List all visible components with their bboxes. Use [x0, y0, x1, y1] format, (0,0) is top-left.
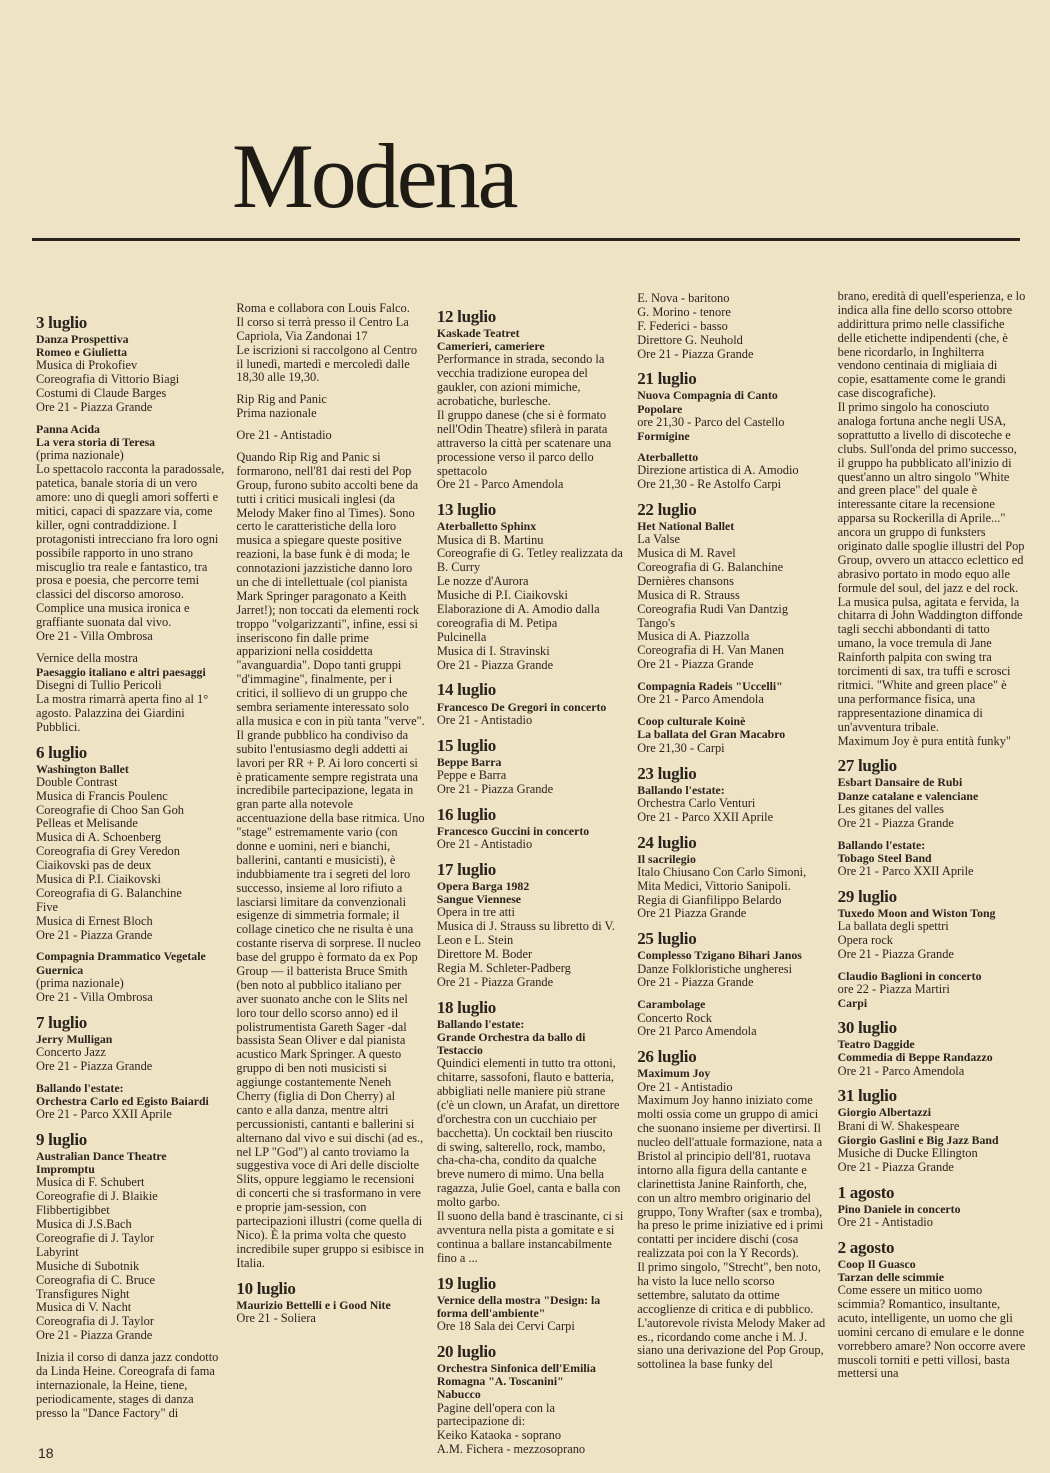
event-heading: Paesaggio italiano e altri paesaggi [36, 664, 206, 679]
event-text: Musica di A. Schoenberg [36, 830, 162, 845]
event-text: Ore 21 - Parco XXII Aprile [637, 809, 774, 824]
event-text: Le nozze d'Aurora [436, 574, 529, 589]
event-text: Musica di J.S.Bach [36, 1217, 132, 1232]
event-text: Coreografie di J. Blaikie [36, 1189, 158, 1204]
event-text: Ore 21 - Parco Amendola [637, 692, 764, 707]
event-text: Quando Rip Rig and Panic si formarono, nell'81 dai resti del Pop Group, furono subito accolti bene da tutti i critici musicali inglesi (da Melody Maker fino al Times). Sono certo le caratteristiche della loro musica a spiegare queste positive reazioni, la base funk è di moda; le connotazioni jazzistiche danno loro un che di intellettuale (col pianista Mark Springer paragonato a Keith Jarret!); non toccati da elementi rock troppo "volgarizzanti", infine, essi si inseriscono fin dalle prime apparizioni nella cosiddetta "avanguardia". Dopo tanti gruppi "d'immagine", finalmente, per i critici, il sollievo di un gruppo che sembra seriamente interessato solo alla musica e con in più tanta "verve". Il grande pubblico ha condiviso da subito l'entusiasmo degli addetti ai lavori per RR + P. Ai loro concerti si è praticamente sempre registrata una incredibile partecipazione, legata in gran parte alla notevole accentuazione della base ritmica. Uno "stage" estremamente vario (con donne e uomini, neri e bianchi, ballerini, cantanti e musicisti), è indubbiamente tra i segreti del loro successo, insieme al loro rifiuto a lasciarsi limitare da convenzionali esigenze di simmetria formale; il collage cinetico che ne risulta è una costante riserva di sorprese. Il nucleo base del gruppo è formato da ex Pop Group — il batterista Bruce Smith (ben noto al pubblico italiano per aver suonato anche con le Slits nel loro tour dello scorso anno) ed il polistrumentista Gareth Sager -dal bassista Sean Oliver e dal pianista acustico Mark Springer. A questo gruppo di ben noti musicisti si aggiunge costantemente Neneh Cherry (figlia di Don Cherry) al canto e alla danza, mentre altri percussionisti, cantanti e ballerini si alternano dal vivo e sui dischi (ad es., nel LP "God") al canto troviamo la suggestiva voce di Ari delle disciolte Slits, oppure leggiamo le recensioni di concerti che si trasformano in vere e proprie jam-session, con partecipazioni illustri (come quella di Nico). È la prima volta che questo incredibile super gruppo si esibisce in Italia. [236, 450, 425, 1270]
event-heading: Nuova Compagnia di Canto Popolare [637, 388, 778, 416]
event-heading: Nabucco [436, 1387, 481, 1402]
event-text: Musica di M. Ravel [637, 546, 736, 561]
event-text: Ore 18 Sala dei Cervi Carpi [436, 1318, 575, 1333]
event-text: Ore 21 - Parco XXII Aprile [837, 864, 974, 879]
event-text: Ore 21 - Piazza Grande [36, 1058, 153, 1073]
event-text: Five [36, 899, 59, 914]
event-text: (prima nazionale) [36, 975, 124, 990]
event-text: Musica di J. Strauss su libretto di V. Leon e L. Stein [436, 919, 615, 947]
event-date: 2 agosto [837, 1237, 895, 1257]
event-heading: Beppe Barra [436, 754, 502, 769]
event-entry [637, 292, 825, 361]
event-heading: Tobago Steel Band [837, 850, 932, 865]
event-text: Ore 21 - Piazza Grande [637, 975, 754, 990]
event-text: Opera in tre atti [436, 905, 515, 920]
event-heading: Complesso Tzigano Bihari Janos [637, 948, 802, 963]
event-date: 13 luglio [436, 500, 496, 520]
event-text: Transfigures Night [36, 1286, 130, 1301]
event-text: Tango's [637, 615, 676, 630]
event-text: Musiche di Subotnik [36, 1258, 140, 1273]
event-text: Regia M. Schleter-Padberg [436, 960, 571, 975]
event-heading: Orchestra Sinfonica dell'Emilia Romagna "A. Toscanini" [436, 1360, 596, 1389]
event-text: Dernières chansons [637, 573, 734, 588]
event-heading: Maximum Joy [637, 1066, 711, 1081]
event-text: Ore 21,30 - Re Astolfo Carpi [637, 477, 782, 492]
event-date: 9 luglio [36, 1129, 87, 1149]
event-text: Coreografia di C. Bruce [36, 1272, 156, 1287]
event-text: ore 21,30 - Parco del Castello [637, 414, 785, 429]
event-text: Flibbertigibbet [36, 1203, 110, 1218]
event-heading: La vera storia di Teresa [36, 435, 156, 450]
event-date: 14 luglio [436, 680, 496, 700]
event-heading: Giorgio Albertazzi [837, 1105, 931, 1120]
event-entry [236, 302, 424, 385]
event-entry [637, 520, 825, 672]
event-text: Ore 21 - Piazza Grande [36, 400, 153, 415]
event-heading: La ballata del Gran Macabro [637, 727, 786, 742]
event-text: Direttore M. Boder [436, 946, 533, 961]
event-text: Maximum Joy è pura entità funky" [837, 733, 1011, 748]
event-heading: Danze catalane e valenciane [837, 788, 979, 803]
event-date: 27 luglio [837, 756, 897, 776]
event-text: Ore 21 - Piazza Grande [837, 815, 954, 830]
event-heading: Ballando l'estate: [637, 782, 725, 797]
event-text: Performance in strada, secondo la vecchia tradizione europea del gaukler, con azioni mimiche, acrobatiche, burlesche. [436, 352, 605, 409]
event-heading: Compagnia Radeis "Uccelli" [637, 679, 783, 694]
event-entry [637, 451, 825, 492]
event-text: Musica di B. Martinu [436, 532, 544, 547]
event-text: L'autorevole rivista Melody Maker ad es., ricordando come anche i M. J. siano una derivazione del Pop Group, sottolinea la base funky del [637, 1315, 826, 1372]
event-text: Disegni di Tullio Pericoli [36, 677, 162, 692]
event-heading: Ballando l'estate: [36, 1080, 124, 1095]
event-text: Coreografia Rudi Van Dantzig [637, 601, 789, 616]
event-date: 21 luglio [637, 369, 697, 389]
event-entry [236, 451, 424, 1271]
event-text: Musica di F. Schubert [36, 1175, 145, 1190]
event-heading: Camerieri, cameriere [436, 339, 545, 354]
event-entry [236, 429, 424, 443]
event-text: Coreografie di G. Tetley realizzata da B. Curry [436, 546, 623, 575]
event-text: Direzione artistica di A. Amodio [637, 463, 799, 478]
event-date: 29 luglio [837, 886, 897, 906]
event-text: Il suono della band è trascinante, ci si avventura nella pista a gomitate e si continua a ballare instancabilmente fino a ... [436, 1208, 624, 1265]
event-text: Inizia il corso di danza jazz condotto da Linda Heine. Coreografa di fama internazionale, la Heine, tiene, periodicamente, stages di danza presso la "Dance Factory" di [36, 1350, 219, 1420]
event-text: Opera rock [837, 933, 894, 948]
event-text: Double Contrast [36, 774, 118, 789]
event-heading: Teatro Daggide [837, 1037, 915, 1052]
event-entry [637, 998, 825, 1039]
event-heading: Kaskade Teatret [436, 326, 520, 341]
event-date: 20 luglio [436, 1341, 496, 1361]
event-text: Brani di W. Shakespeare [837, 1118, 960, 1133]
event-text: G. Morino - tenore [637, 304, 731, 319]
event-text: Come essere un mitico uomo scimmia? Romantico, insultante, acuto, intelligente, un uomo che gli uomini cercano di emulare e le donne vorrebbero amare? Non occorre avere muscoli torniti e petti villosi, basta mettersi una [837, 1283, 1026, 1381]
event-date: 25 luglio [637, 929, 697, 949]
event-date: 15 luglio [436, 735, 496, 755]
event-entry [36, 652, 224, 735]
event-text: Danze Folkloristiche ungheresi [637, 961, 793, 976]
event-heading: Washington Ballet [36, 761, 129, 776]
event-date: 19 luglio [436, 1273, 496, 1293]
event-text: Ore 21 - Piazza Grande [436, 781, 554, 796]
event-text: Musica di Ernest Bloch [36, 913, 153, 928]
event-entry [437, 825, 625, 852]
event-entry [236, 393, 424, 421]
event-text: Ore 21 - Piazza Grande [436, 657, 554, 672]
event-entry [36, 423, 224, 644]
event-date: 26 luglio [637, 1047, 697, 1067]
event-text: Concerto Rock [637, 1010, 712, 1025]
event-heading: Grande Orchestra da ballo di Testaccio [436, 1029, 586, 1057]
event-entry [437, 880, 625, 990]
event-text: Maximum Joy hanno iniziato come molti ossia come un gruppo di amici che suonano insieme per divertirsi. Il nucleo dell'attuale formazione, nata a Bristol al principio dell'81, ruotava intorno alla figura della cantante e clarinettista Janine Rainforth, che, con un altro membro originario del gruppo, Tony Wrafter (sax e tromba), ha preso le prime iniziative ed i primi contatti per incidere dischi (cosa realizzata poi con la Y Records). [637, 1093, 824, 1261]
event-heading: Jerry Mulligan [36, 1031, 113, 1046]
event-text: Elaborazione di A. Amodio dalla coreografia di M. Petipa [436, 602, 600, 630]
event-heading: Coop Il Guasco [837, 1256, 916, 1271]
event-date: 7 luglio [36, 1012, 87, 1032]
event-entry [437, 1294, 625, 1334]
event-heading: Coop culturale Koinè [637, 714, 746, 729]
event-entry [838, 1106, 1026, 1174]
event-date: 17 luglio [436, 859, 496, 879]
event-text: Ore 21 - Parco Amendola [436, 477, 564, 492]
event-text: Orchestra Carlo Venturi [637, 795, 756, 810]
event-text: Ore 21 - Piazza Grande [436, 974, 554, 989]
event-text: Keiko Kataoka - soprano [436, 1428, 562, 1443]
event-heading: Impromptu [36, 1162, 95, 1177]
event-heading: Il sacrilegio [637, 851, 696, 866]
event-text: Coreografia di G. Balanchine [36, 885, 182, 900]
event-heading: Aterballetto [637, 449, 699, 464]
event-entry [838, 1038, 1026, 1078]
event-heading: Claudio Baglioni in concerto [837, 968, 982, 983]
event-text: Ore 21 - Parco Amendola [837, 1063, 965, 1078]
event-heading: Francesco Guccini in concerto [436, 823, 590, 838]
event-heading: Carpi [837, 995, 868, 1010]
event-heading: Formigine [637, 428, 690, 443]
event-heading: Ballando l'estate: [837, 837, 926, 852]
event-entry [437, 327, 625, 492]
event-heading: Romeo e Giulietta [36, 345, 128, 360]
event-heading: Compagnia Drammatico Vegetale [36, 949, 206, 964]
event-date: 30 luglio [837, 1018, 897, 1038]
event-heading: Carambolage [637, 997, 706, 1012]
event-text: Ore 21 - Parco XXII Aprile [36, 1107, 172, 1122]
event-text: Il primo singolo, "Strecht", ben noto, ha visto la luce nello scorso settembre, salutato da ottime accoglienze di critica e di pubblico. [637, 1260, 821, 1316]
event-heading: Tarzan delle scimmie [837, 1269, 944, 1284]
event-text: Pelleas et Melisande [36, 816, 138, 831]
event-text: Ore 21 - Villa Ombrosa [36, 628, 153, 643]
event-heading: Het National Ballet [637, 519, 735, 533]
event-text: Vernice della mostra [36, 650, 138, 665]
event-text: Musica di Francis Poulenc [36, 788, 168, 803]
event-entry [838, 907, 1026, 962]
page-title: Modena [232, 125, 516, 227]
event-text: Coreografia di H. Van Manen [637, 643, 784, 658]
event-entry [437, 756, 625, 797]
event-text: Ore 21 Parco Amendola [637, 1024, 757, 1039]
event-text: Ore 21 - Antistadio [436, 712, 533, 727]
event-text: Musica di Prokofiev [36, 358, 138, 373]
event-text: Le iscrizioni si raccolgono al Centro il lunedì, martedì e mercoledì dalle 18,30 alle 19,30. [236, 342, 418, 385]
event-heading: Vernice della mostra "Design: la forma dell'ambiente" [436, 1292, 601, 1320]
event-text: Costumi di Claude Barges [36, 386, 167, 401]
event-text: Concerto Jazz [36, 1044, 106, 1059]
event-text: Pulcinella [436, 629, 487, 644]
event-date: 24 luglio [637, 832, 697, 852]
event-text: Labyrint [36, 1244, 79, 1259]
event-text: Ore 21 - Piazza Grande [637, 346, 754, 361]
event-text: F. Federici - basso [637, 318, 728, 333]
event-entry [838, 839, 1026, 879]
event-entry [437, 701, 625, 728]
event-text: Italo Chiusano Con Carlo Simoni, Mita Medici, Vittorio Sanipoli. [637, 864, 807, 893]
event-text: Ore 21 - Antistadio [837, 1214, 933, 1229]
event-text: Ore 21 - Antistadio [637, 1079, 733, 1094]
event-entry [437, 1018, 625, 1266]
event-heading: Sangue Viennese [436, 891, 522, 906]
event-text: Il corso si terrà presso il Centro La Capriola, Via Zandonai 17 [236, 314, 409, 343]
event-text: Prima nazionale [236, 406, 317, 421]
event-text: Il gruppo danese (che si è formato nell'Odin Theatre) sfilerà in parata attraverso la città per scatenare una processione verso il parco dello spettacolo [436, 408, 612, 478]
event-text: Ciaikovski pas de deux [36, 858, 152, 873]
event-text: Peppe e Barra [436, 767, 507, 782]
event-text: Direttore G. Neuhold [637, 332, 743, 347]
listing-columns [36, 289, 1026, 1457]
event-date: 10 luglio [236, 1278, 296, 1298]
event-heading: Esbart Dansaire de Rubi [837, 775, 963, 790]
event-text: Regia di Gianfilippo Belardo [637, 892, 782, 907]
event-text: Ore 21,30 - Carpi [637, 740, 725, 755]
event-text: Musiche di P.I. Ciaikovski [436, 588, 568, 603]
event-text: Il primo singolo ha conosciuto analoga fortuna anche negli USA, soprattutto a livello di discoteche e clubs. Sull'onda del primo successo, il gruppo ha pubblicato all'inizio di quest'anno un altro singolo "White and green place" del quale è interessante citare la recensione apparsa su Rockerilla di Aprile..." ancora un gruppo di funksters originato dalle spoglie illustri del Pop Group, ovvero un attacco eclettico ed abrasivo portato in modo equo alle formule del soul, del jazz e del rock. La musica pulsa, agitata e fervida, la chitarra di John Waddington diffonde tagli secchi abbondanti di tatto umano, la voce tremula di Jane Rainforth palpita con swing tra torcimenti di sax, tra tuffi e scrosci ritmici. "White and green place" è una performance fisica, una rappresentazione dinamica di un'avventura tribale. [837, 400, 1025, 734]
event-date: 3 luglio [36, 313, 87, 332]
event-heading: Giorgio Gaslini e Big Jazz Band [837, 1132, 999, 1147]
event-heading: Ballando l'estate: [436, 1016, 525, 1031]
event-text: Ore 21 Piazza Grande [637, 906, 747, 921]
event-entry [637, 949, 825, 990]
event-entry [637, 853, 825, 922]
event-date: 18 luglio [436, 997, 496, 1017]
event-text: ore 22 - Piazza Martiri [837, 982, 950, 997]
event-text: brano, eredità di quell'esperienza, e lo indica alla fine dello scorso ottobre addirittura primo nelle classifiche delle etichette indipendenti (che, è bene ricordarlo, in Inghilterra vendono centinaia di migliaia di copie, esattamente come le grandi case discografiche). [837, 289, 1026, 401]
event-text: Les gitanes del valles [837, 801, 944, 816]
event-date: 12 luglio [436, 307, 496, 326]
event-text: Rip Rig and Panic [236, 392, 327, 407]
event-text: La Valse [637, 532, 680, 547]
event-text: A.M. Fichera - mezzosoprano [436, 1442, 586, 1457]
column-3 [436, 300, 625, 1457]
event-text: Lo spettacolo racconta la paradossale, patetica, banale storia di un vero amore: uno di quegli amori sofferti e mitici, capaci di spazzare via, come killer, ogni contraddizione. I protagonisti intrecciano fra loro ogni possibile rapporto in uno strano miscuglio tra reale e fantastico, tra prosa e poesia, che percorre temi classici del discorso amoroso. Complice una musica ironica e graffiante suonata dal vivo. [36, 462, 225, 630]
event-text: Roma e collabora con Louis Falco. [236, 301, 410, 315]
event-entry [637, 389, 825, 443]
event-text: La ballata degli spettri [837, 919, 949, 934]
event-entry [637, 784, 825, 825]
event-entry [36, 333, 224, 415]
column-1 [36, 306, 224, 1432]
event-text: Musica di I. Stravinski [436, 643, 550, 658]
event-text: Musica di A. Piazzolla [637, 629, 750, 644]
event-heading: Opera Barga 1982 [436, 878, 530, 893]
event-heading: Tuxedo Moon and Wiston Tong [837, 905, 996, 920]
event-text: Coreografie di Choo San Goh [36, 802, 184, 817]
event-heading: Francesco De Gregori in concerto [436, 699, 607, 714]
event-text: Coreografie di J. Taylor [36, 1230, 154, 1245]
event-date: 23 luglio [637, 763, 697, 783]
event-entry [36, 1150, 224, 1343]
event-heading: Orchestra Carlo ed Egisto Baiardi [36, 1093, 209, 1108]
event-date: 1 agosto [837, 1182, 895, 1202]
event-text: Ore 21 - Piazza Grande [837, 1159, 954, 1174]
event-entry [36, 1351, 224, 1420]
title-rule [32, 238, 1020, 241]
column-5 [838, 290, 1026, 1432]
event-heading: Commedia di Beppe Randazzo [837, 1050, 993, 1065]
event-text: Quindici elementi in tutto tra ottoni, chitarre, sassofoni, flauto e batteria, abbigliati nelle maniere più strane (c'è un clown, un Arafat, un direttore d'orchestra con un cucchiaio per bacchetta). Un cocktail ben riuscito di swing, salterello, rock, mambo, cha-cha-cha, condito da qualche breve numero di mimo. Una bella ragazza, Julie Goel, canta e balla con molto garbo. [436, 1056, 621, 1210]
event-text: Ore 21 - Piazza Grande [36, 927, 153, 942]
event-text: E. Nova - baritono [637, 291, 730, 305]
event-text: Coreografia di J. Taylor [36, 1314, 154, 1329]
event-heading: Panna Acida [36, 422, 100, 436]
event-text: Ore 21 - Antistadio [436, 836, 533, 851]
event-text: La mostra rimarrà aperta fino al 1° agosto. Palazzina dei Giardini Pubblici. [36, 691, 209, 734]
event-entry [838, 776, 1026, 830]
event-entry [36, 1033, 224, 1074]
event-text: Musica di R. Strauss [637, 587, 740, 602]
column-2 [236, 302, 424, 1432]
event-heading: Pino Daniele in concerto [837, 1201, 961, 1216]
page-number: 18 [38, 1445, 54, 1461]
event-entry [236, 1299, 424, 1326]
event-text: Ore 21 - Antistadio [236, 428, 332, 443]
event-entry [838, 1258, 1026, 1382]
event-heading: Australian Dance Theatre [36, 1148, 167, 1163]
event-text: Musiche di Ducke Ellington [837, 1145, 978, 1160]
event-date: 22 luglio [637, 499, 697, 519]
event-text: Pagine dell'opera con la partecipazione di: [436, 1400, 555, 1429]
event-text: Ore 21 - Piazza Grande [637, 657, 754, 672]
event-text: Coreografia di Grey Veredon [36, 844, 180, 859]
event-entry [36, 763, 224, 943]
event-text: Ore 21 - Soliera [236, 1310, 316, 1325]
event-text: Coreografia di Vittorio Biagi [36, 372, 180, 387]
event-text: (prima nazionale) [36, 448, 124, 463]
event-entry [36, 950, 224, 1004]
event-entry [637, 680, 825, 707]
event-entry [437, 1362, 625, 1457]
event-text: Musica di P.I. Ciaikovski [36, 872, 161, 886]
event-entry [637, 715, 825, 755]
event-entry [637, 1067, 825, 1372]
event-entry [838, 290, 1026, 748]
column-4 [637, 292, 825, 1432]
event-heading: Guernica [36, 962, 84, 977]
event-date: 31 luglio [837, 1086, 897, 1106]
event-text: Musica di V. Nacht [36, 1300, 132, 1315]
event-text: Ore 21 - Villa Ombrosa [36, 989, 153, 1004]
event-date: 16 luglio [436, 804, 496, 824]
event-heading: Maurizio Bettelli e i Good Nite [236, 1297, 391, 1312]
event-text: Ore 21 - Piazza Grande [837, 946, 954, 961]
event-heading: Danza Prospettiva [36, 332, 129, 347]
event-text: Coreografia di G. Balanchine [637, 559, 784, 574]
event-entry [437, 520, 625, 672]
event-heading: Aterballetto Sphinx [436, 519, 537, 534]
event-entry [838, 1203, 1026, 1230]
event-entry [36, 1082, 224, 1122]
event-text: Ore 21 - Piazza Grande [36, 1328, 153, 1343]
event-entry [838, 970, 1026, 1010]
event-date: 6 luglio [36, 742, 87, 762]
